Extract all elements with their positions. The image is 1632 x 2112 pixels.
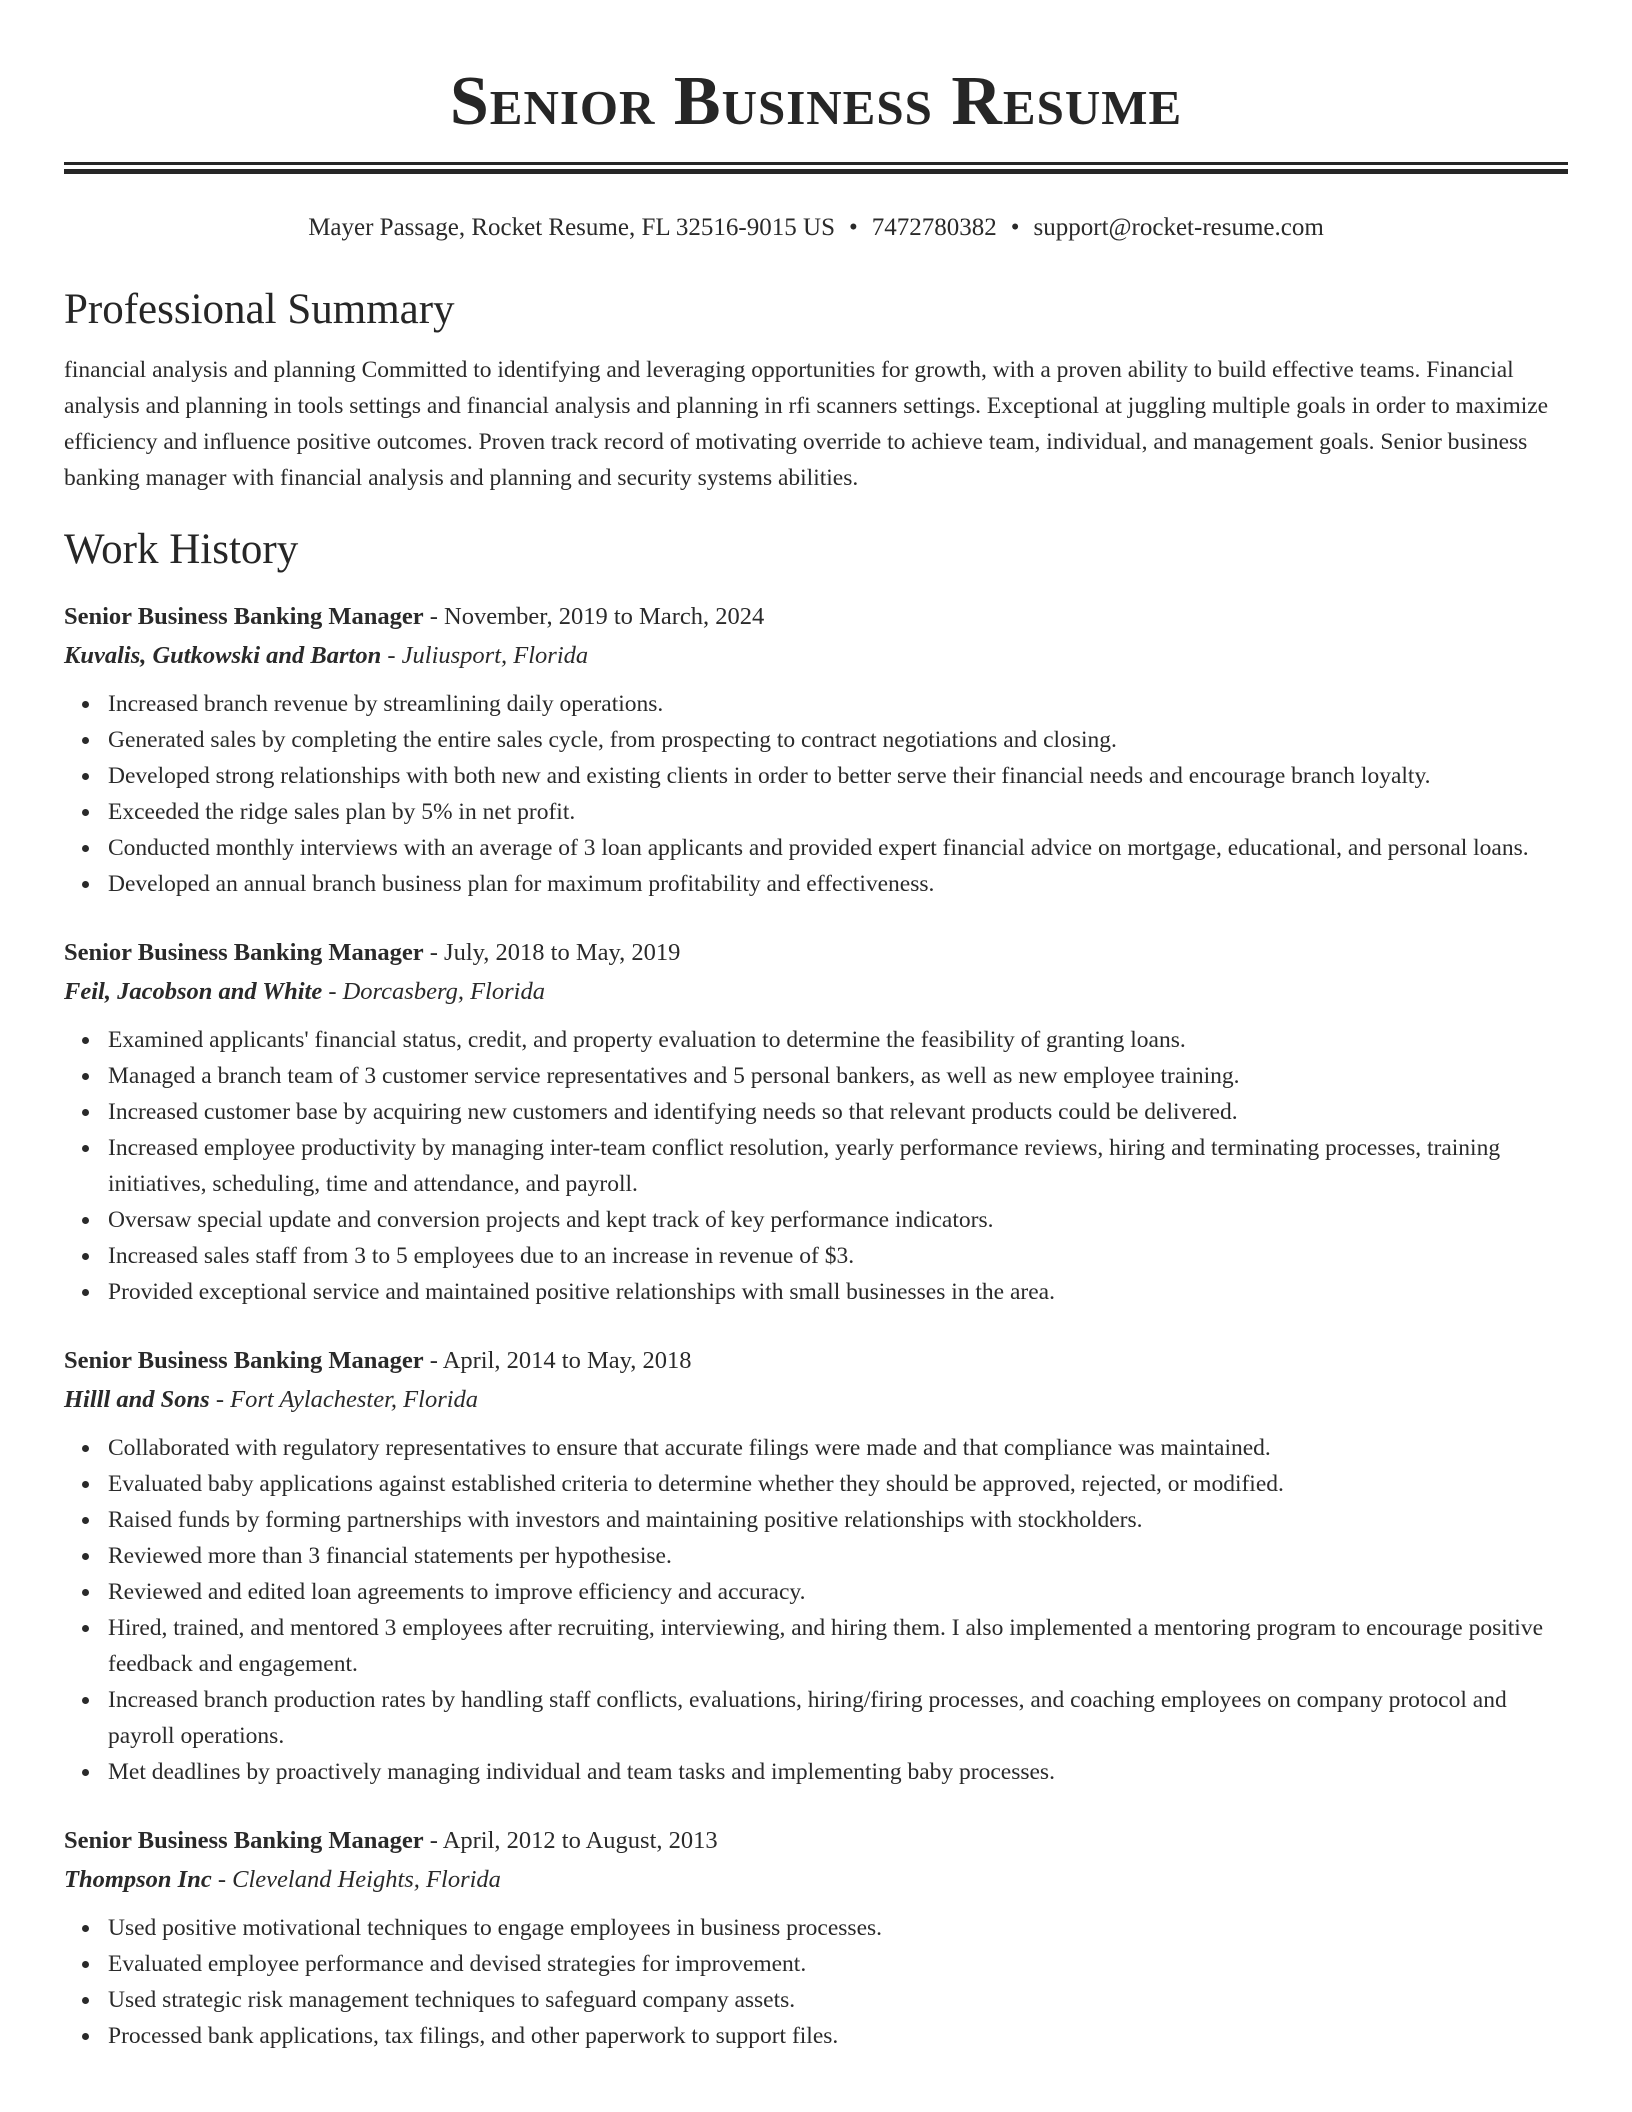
job-title: Senior Business Banking Manager — [64, 1347, 424, 1374]
job-bullet: Generated sales by completing the entire sales cycle, from prospecting to contract negotiations and closing. — [108, 722, 1568, 758]
job-entry — [64, 1822, 1568, 2054]
job-dates: - November, 2019 to March, 2024 — [423, 603, 765, 630]
resume-page — [64, 0, 1568, 2054]
job-bullet: Increased employee productivity by managing inter-team conflict resolution, yearly performance reviews, hiring and terminating processes, training initiatives, scheduling, time and attendance, and payroll. — [108, 1130, 1568, 1202]
contact-separator: • — [1010, 214, 1020, 241]
company-line — [64, 1860, 1568, 1900]
job-title-line — [64, 934, 1568, 972]
company-name: Feil, Jacobson and White — [64, 978, 323, 1005]
job-bullet: Developed an annual branch business plan for maximum profitability and effectiveness. — [108, 866, 1568, 902]
company-name: Thompson Inc — [64, 1866, 212, 1893]
job-bullet: Examined applicants' financial status, credit, and property evaluation to determine the feasibility of granting loans. — [108, 1022, 1568, 1058]
job-title: Senior Business Banking Manager — [64, 1827, 424, 1854]
company-name: Hilll and Sons — [64, 1386, 210, 1413]
job-title: Senior Business Banking Manager — [64, 603, 424, 630]
job-bullet: Met deadlines by proactively managing individual and team tasks and implementing baby processes. — [108, 1754, 1568, 1790]
contact-phone: 7472780382 — [871, 214, 997, 241]
job-bullet: Increased sales staff from 3 to 5 employees due to an increase in revenue of $3. — [108, 1238, 1568, 1274]
company-location: - Fort Aylachester, Florida — [209, 1386, 479, 1413]
job-bullet: Collaborated with regulatory representatives to ensure that accurate filings were made and that compliance was maintained. — [108, 1430, 1568, 1466]
job-title-line — [64, 1822, 1568, 1860]
job-bullet: Provided exceptional service and maintained positive relationships with small businesses in the area. — [108, 1274, 1568, 1310]
job-entry — [64, 934, 1568, 1310]
job-bullet-list — [64, 1910, 1568, 2054]
company-name: Kuvalis, Gutkowski and Barton — [64, 642, 382, 669]
job-bullet: Developed strong relationships with both new and existing clients in order to better serve their financial needs and encourage branch loyalty. — [108, 758, 1568, 794]
job-bullet: Managed a branch team of 3 customer service representatives and 5 personal bankers, as well as new employee training. — [108, 1058, 1568, 1094]
job-dates: - April, 2012 to August, 2013 — [423, 1827, 718, 1854]
job-bullet: Hired, trained, and mentored 3 employees after recruiting, interviewing, and hiring them. I also implemented a mentoring program to encourage positive feedback and engagement. — [108, 1610, 1568, 1682]
company-line — [64, 972, 1568, 1012]
job-bullet: Reviewed and edited loan agreements to improve efficiency and accuracy. — [108, 1574, 1568, 1610]
job-bullet-list — [64, 686, 1568, 902]
company-location: - Dorcasberg, Florida — [322, 978, 545, 1005]
job-title-line — [64, 598, 1568, 636]
job-bullet: Used positive motivational techniques to engage employees in business processes. — [108, 1910, 1568, 1946]
title-divider — [64, 162, 1568, 174]
job-bullet: Increased branch revenue by streamlining daily operations. — [108, 686, 1568, 722]
job-bullet: Exceeded the ridge sales plan by 5% in net profit. — [108, 794, 1568, 830]
contact-separator: • — [848, 214, 858, 241]
contact-line — [64, 210, 1568, 246]
summary-text: financial analysis and planning Committed to identifying and leveraging opportunities for growth, with a proven ability to build effective teams. Financial analysis and planning in tools settings and financial analysis and planning in rfi scanners settings. Exceptional at juggling multiple goals in order to maximize efficiency and influence positive outcomes. Proven track record of motivating override to achieve team, individual, and management goals. Senior business banking manager with financial analysis and planning and security systems abilities. — [64, 357, 1549, 491]
job-bullet: Raised funds by forming partnerships with investors and maintaining positive relationships with stockholders. — [108, 1502, 1568, 1538]
job-bullet: Oversaw special update and conversion projects and kept track of key performance indicators. — [108, 1202, 1568, 1238]
job-bullet: Used strategic risk management techniques to safeguard company assets. — [108, 1982, 1568, 2018]
work-history-heading: Work History — [64, 526, 299, 573]
job-bullet: Evaluated employee performance and devised strategies for improvement. — [108, 1946, 1568, 1982]
job-title-line — [64, 1342, 1568, 1380]
contact-address: Mayer Passage, Rocket Resume, FL 32516-9015 US — [308, 214, 835, 241]
summary-heading: Professional Summary — [64, 286, 455, 333]
company-line — [64, 636, 1568, 676]
job-bullet-list — [64, 1022, 1568, 1310]
resume-title: Senior Business Resume — [449, 63, 1183, 140]
job-title: Senior Business Banking Manager — [64, 939, 424, 966]
company-location: - Juliusport, Florida — [381, 642, 589, 669]
job-dates: - July, 2018 to May, 2019 — [423, 939, 681, 966]
job-bullet: Increased customer base by acquiring new customers and identifying needs so that relevant products could be delivered. — [108, 1094, 1568, 1130]
job-bullet: Reviewed more than 3 financial statements per hypothesise. — [108, 1538, 1568, 1574]
company-line — [64, 1380, 1568, 1420]
company-location: - Cleveland Heights, Florida — [211, 1866, 501, 1893]
job-bullet: Increased branch production rates by handling staff conflicts, evaluations, hiring/firing processes, and coaching employees on company protocol and payroll operations. — [108, 1682, 1568, 1754]
contact-email: support@rocket-resume.com — [1033, 214, 1324, 241]
job-entry — [64, 1342, 1568, 1790]
job-dates: - April, 2014 to May, 2018 — [423, 1347, 692, 1374]
job-bullet: Conducted monthly interviews with an average of 3 loan applicants and provided expert financial advice on mortgage, educational, and personal loans. — [108, 830, 1568, 866]
work-history-list — [64, 598, 1568, 2054]
job-bullet: Evaluated baby applications against established criteria to determine whether they should be approved, rejected, or modified. — [108, 1466, 1568, 1502]
job-entry — [64, 598, 1568, 902]
job-bullet: Processed bank applications, tax filings, and other paperwork to support files. — [108, 2018, 1568, 2054]
job-bullet-list — [64, 1430, 1568, 1790]
